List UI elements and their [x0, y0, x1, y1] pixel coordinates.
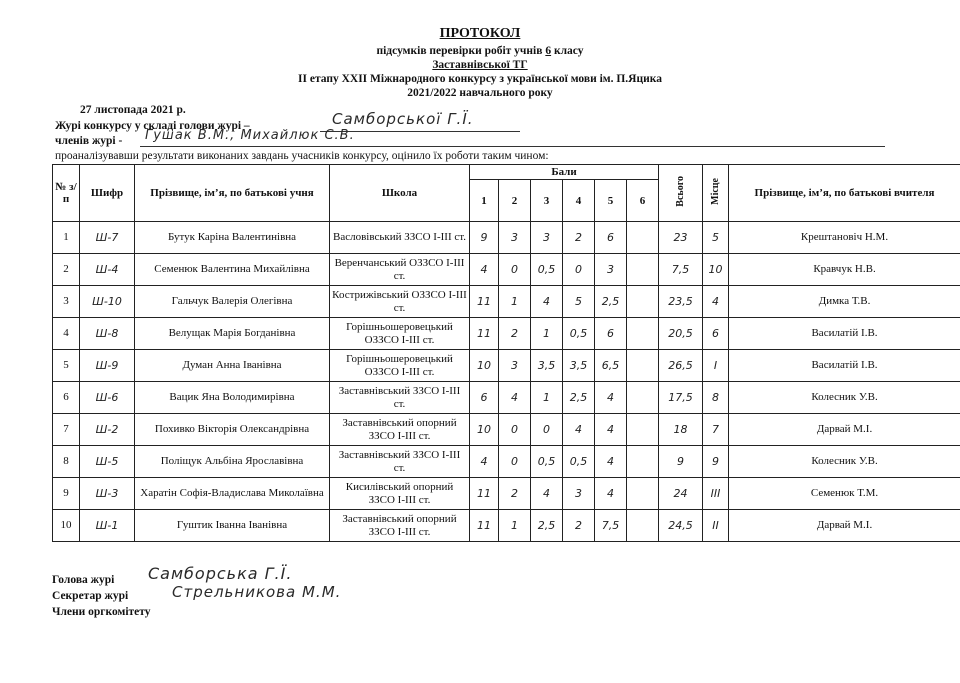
header-place: [703, 165, 729, 222]
row-place: 6: [703, 318, 729, 350]
row-student-name: Велущак Марія Богданівна: [135, 318, 330, 350]
row-number: 9: [53, 478, 80, 510]
row-score-4: 3,5: [563, 350, 595, 382]
row-code: Ш-2: [80, 414, 135, 446]
row-teacher: Димка Т.В.: [729, 286, 960, 318]
table-row: [53, 510, 960, 542]
row-score-3: 2,5: [531, 510, 563, 542]
secretary-signature: Стрельникова М.М.: [172, 583, 342, 601]
row-score-4: 0,5: [563, 318, 595, 350]
row-score-4: 5: [563, 286, 595, 318]
row-score-4: 2: [563, 510, 595, 542]
row-place: 8: [703, 382, 729, 414]
row-student-name: Думан Анна Іванівна: [135, 350, 330, 382]
row-total: 20,5: [659, 318, 703, 350]
table-row: [53, 446, 960, 478]
row-teacher: Василатій І.В.: [729, 350, 960, 382]
header-line-3: ІІ етапу XXІІ Міжнародного конкурсу з української мови ім. П.Яцика: [298, 73, 662, 85]
protocol-date: 27 листопада 2021 р.: [80, 104, 186, 116]
row-score-5: 6: [595, 318, 627, 350]
row-score-6: [627, 350, 659, 382]
row-code: Ш-4: [80, 254, 135, 286]
header-line-1-post: класу: [553, 45, 584, 57]
row-place: 7: [703, 414, 729, 446]
row-number: 8: [53, 446, 80, 478]
row-score-3: 4: [531, 286, 563, 318]
table-row: [53, 382, 960, 414]
row-code: Ш-9: [80, 350, 135, 382]
members-line: [140, 146, 885, 147]
jury-label: Журі конкурсу у складі голови журі –: [55, 120, 250, 132]
row-total: 24: [659, 478, 703, 510]
table-row: [53, 318, 960, 350]
jury-chair-handwritten: Самборської Г.Ї.: [332, 110, 474, 128]
row-score-5: 6: [595, 222, 627, 254]
analysis-text: проаналізувавши результати виконаних завдань учасників конкурсу, оцінило їх роботи таким чином:: [55, 150, 549, 162]
row-teacher: Колесник У.В.: [729, 446, 960, 478]
row-score-2: 0: [499, 414, 531, 446]
header-student-name: Прізвище, ім’я, по батькові учня: [135, 165, 330, 222]
header-school: Школа: [330, 165, 470, 222]
row-place: 10: [703, 254, 729, 286]
head-label: Голова журі: [52, 574, 115, 586]
row-code: Ш-3: [80, 478, 135, 510]
row-teacher: Крештановіч Н.М.: [729, 222, 960, 254]
row-score-1: 11: [470, 318, 499, 350]
row-score-6: [627, 222, 659, 254]
header-line-4: 2021/2022 навчального року: [407, 87, 553, 99]
row-school: Заставнівський ЗЗСО І-ІІІ ст.: [330, 446, 470, 478]
row-place: 4: [703, 286, 729, 318]
row-score-1: 4: [470, 254, 499, 286]
document-title: ПРОТОКОЛ: [439, 26, 521, 41]
header-num: № з/п: [53, 165, 80, 222]
header-teacher: Прізвище, ім’я, по батькові вчителя: [729, 165, 960, 222]
header-score-4: 4: [563, 180, 595, 222]
row-student-name: Гальчук Валерія Олегівна: [135, 286, 330, 318]
row-number: 5: [53, 350, 80, 382]
row-student-name: Харатін Софія-Владислава Миколаївна: [135, 478, 330, 510]
results-table: [52, 164, 960, 542]
row-score-1: 10: [470, 414, 499, 446]
row-score-5: 4: [595, 478, 627, 510]
header-score-1: 1: [470, 180, 499, 222]
row-school: Заставнівський опорний ЗЗСО І-ІІІ ст.: [330, 414, 470, 446]
row-score-6: [627, 414, 659, 446]
row-score-1: 6: [470, 382, 499, 414]
row-school: Веренчанський ОЗЗСО І-ІІІ ст.: [330, 254, 470, 286]
row-score-2: 4: [499, 382, 531, 414]
row-score-1: 11: [470, 510, 499, 542]
header-place-text: Місце: [710, 178, 722, 205]
table-row: [53, 286, 960, 318]
head-signature: Самборська Г.Ї.: [148, 564, 293, 583]
header-score-6: 6: [627, 180, 659, 222]
row-school: Горішньошеровецький ОЗЗСО І-ІІІ ст.: [330, 350, 470, 382]
row-place: І: [703, 350, 729, 382]
row-score-4: 0,5: [563, 446, 595, 478]
row-code: Ш-10: [80, 286, 135, 318]
members-handwritten: Гушак В.М., Михайлюк С.В.: [145, 128, 355, 143]
row-total: 23,5: [659, 286, 703, 318]
row-total: 9: [659, 446, 703, 478]
row-school: Васловівський ЗЗСО І-ІІІ ст.: [330, 222, 470, 254]
row-school: Горішньошеровецький ОЗЗСО І-ІІІ ст.: [330, 318, 470, 350]
row-score-5: 6,5: [595, 350, 627, 382]
row-place: ІІІ: [703, 478, 729, 510]
row-number: 7: [53, 414, 80, 446]
row-score-2: 2: [499, 318, 531, 350]
row-school: Кострижівський ОЗЗСО І-ІІІ ст.: [330, 286, 470, 318]
row-score-4: 3: [563, 478, 595, 510]
row-total: 7,5: [659, 254, 703, 286]
row-score-4: 4: [563, 414, 595, 446]
row-score-5: 4: [595, 446, 627, 478]
row-teacher: Василатій І.В.: [729, 318, 960, 350]
header-score-3: 3: [531, 180, 563, 222]
row-score-6: [627, 478, 659, 510]
row-total: 17,5: [659, 382, 703, 414]
table-row: [53, 222, 960, 254]
header-line-1-pre: підсумків перевірки робіт учнів: [376, 45, 543, 57]
row-teacher: Семенюк Т.М.: [729, 478, 960, 510]
row-teacher: Дарвай М.І.: [729, 510, 960, 542]
row-student-name: Поліщук Альбіна Ярославівна: [135, 446, 330, 478]
header-score-2: 2: [499, 180, 531, 222]
row-score-3: 3: [531, 222, 563, 254]
row-score-2: 1: [499, 510, 531, 542]
row-place: 5: [703, 222, 729, 254]
row-number: 10: [53, 510, 80, 542]
row-total: 23: [659, 222, 703, 254]
row-student-name: Похивко Вікторія Олександрівна: [135, 414, 330, 446]
row-score-2: 3: [499, 222, 531, 254]
row-code: Ш-8: [80, 318, 135, 350]
row-code: Ш-5: [80, 446, 135, 478]
row-student-name: Бутук Каріна Валентинівна: [135, 222, 330, 254]
row-code: Ш-1: [80, 510, 135, 542]
row-number: 1: [53, 222, 80, 254]
row-code: Ш-7: [80, 222, 135, 254]
row-score-5: 7,5: [595, 510, 627, 542]
row-school: Заставнівський опорний ЗЗСО І-ІІІ ст.: [330, 510, 470, 542]
row-number: 3: [53, 286, 80, 318]
row-score-2: 2: [499, 478, 531, 510]
header-total-text: Всього: [675, 176, 687, 207]
committee-label: Члени оргкомітету: [52, 606, 151, 618]
row-school: Заставнівський ЗЗСО І-ІІІ ст.: [330, 382, 470, 414]
row-student-name: Семенюк Валентина Михайлівна: [135, 254, 330, 286]
table-row: [53, 414, 960, 446]
row-score-6: [627, 318, 659, 350]
row-score-1: 10: [470, 350, 499, 382]
row-school: Кисилівський опорний ЗЗСО І-ІІІ ст.: [330, 478, 470, 510]
row-score-4: 2,5: [563, 382, 595, 414]
row-score-1: 9: [470, 222, 499, 254]
row-score-1: 4: [470, 446, 499, 478]
table-row: [53, 350, 960, 382]
row-score-6: [627, 510, 659, 542]
row-score-3: 0,5: [531, 254, 563, 286]
row-score-1: 11: [470, 478, 499, 510]
row-number: 2: [53, 254, 80, 286]
row-number: 4: [53, 318, 80, 350]
row-code: Ш-6: [80, 382, 135, 414]
row-score-5: 4: [595, 414, 627, 446]
row-score-6: [627, 254, 659, 286]
row-student-name: Вацик Яна Володимирівна: [135, 382, 330, 414]
row-score-3: 0,5: [531, 446, 563, 478]
row-score-2: 1: [499, 286, 531, 318]
row-place: 9: [703, 446, 729, 478]
row-total: 24,5: [659, 510, 703, 542]
row-teacher: Кравчук Н.В.: [729, 254, 960, 286]
row-score-6: [627, 286, 659, 318]
row-score-2: 3: [499, 350, 531, 382]
row-score-3: 1: [531, 382, 563, 414]
row-total: 26,5: [659, 350, 703, 382]
header-line-1: [0, 44, 960, 59]
row-score-1: 11: [470, 286, 499, 318]
row-score-3: 1: [531, 318, 563, 350]
header-scores: Бали: [470, 165, 659, 180]
table-row: [53, 254, 960, 286]
row-score-5: 3: [595, 254, 627, 286]
row-score-5: 2,5: [595, 286, 627, 318]
header-total: [659, 165, 703, 222]
header-grade: 6: [545, 45, 552, 57]
row-teacher: Дарвай М.І.: [729, 414, 960, 446]
table-row: [53, 478, 960, 510]
row-teacher: Колесник У.В.: [729, 382, 960, 414]
row-score-4: 0: [563, 254, 595, 286]
row-total: 18: [659, 414, 703, 446]
row-score-2: 0: [499, 254, 531, 286]
row-score-6: [627, 446, 659, 478]
row-place: ІІ: [703, 510, 729, 542]
row-score-3: 0: [531, 414, 563, 446]
row-score-5: 4: [595, 382, 627, 414]
results-table-body: [53, 222, 960, 542]
row-score-2: 0: [499, 446, 531, 478]
row-score-6: [627, 382, 659, 414]
secretary-label: Секретар журі: [52, 590, 129, 602]
header-code: Шифр: [80, 165, 135, 222]
members-label: членів журі -: [55, 135, 123, 147]
row-score-3: 4: [531, 478, 563, 510]
header-score-5: 5: [595, 180, 627, 222]
header-line-2: Заставнівської ТГ: [432, 59, 528, 71]
row-score-3: 3,5: [531, 350, 563, 382]
row-score-4: 2: [563, 222, 595, 254]
row-student-name: Гуштик Іванна Іванівна: [135, 510, 330, 542]
row-number: 6: [53, 382, 80, 414]
